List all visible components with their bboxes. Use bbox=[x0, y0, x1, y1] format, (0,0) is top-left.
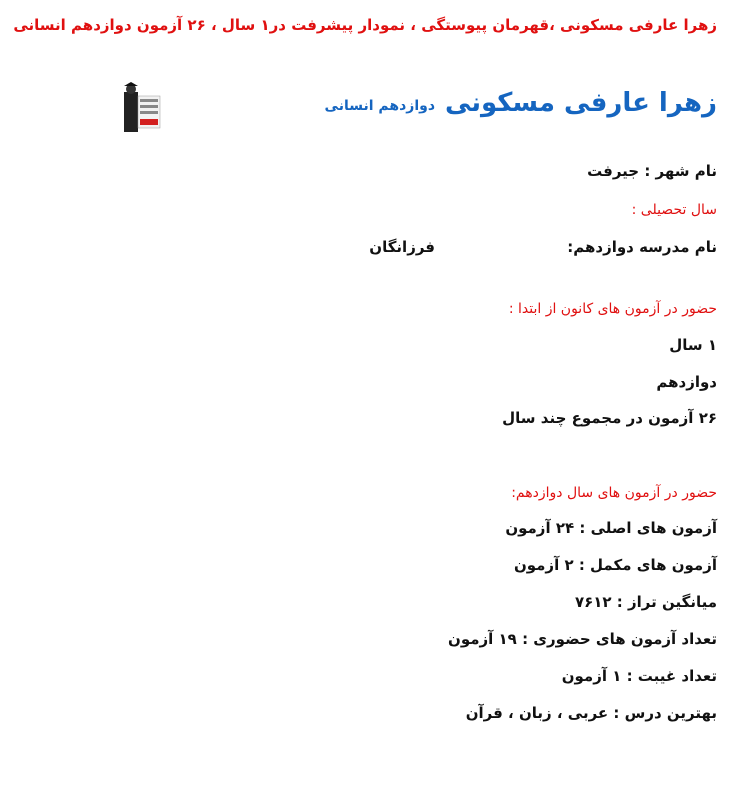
grade12-heading: حضور در آزمون های سال دوازدهم: bbox=[511, 485, 717, 501]
kanoon-logo-icon bbox=[122, 82, 162, 134]
grade-label: دوازدهم انسانی bbox=[324, 98, 435, 114]
average-score: میانگین تراز : ۷۶۱۲ bbox=[574, 593, 717, 611]
student-name: زهرا عارفی مسکونی bbox=[444, 88, 717, 118]
attendance-grade: دوازدهم bbox=[656, 373, 717, 391]
page-title: زهرا عارفی مسکونی ،قهرمان پیوستگی ، نمودار پیشرفت در۱ سال ، ۲۶ آزمون دوازدهم انسانی bbox=[13, 16, 717, 34]
supplementary-exams: آزمون های مکمل : ۲ آزمون bbox=[513, 556, 717, 574]
school-value: فرزانگان bbox=[369, 238, 435, 256]
city: نام شهر : جیرفت bbox=[587, 162, 717, 180]
main-exams: آزمون های اصلی : ۲۴ آزمون bbox=[505, 519, 717, 537]
school-label: نام مدرسه دوازدهم: bbox=[567, 238, 717, 256]
attendance-years: ۱ سال bbox=[669, 336, 717, 354]
absences: تعداد غیبت : ۱ آزمون bbox=[561, 667, 717, 685]
attendance-total-heading: حضور در آزمون های کانون از ابتدا : bbox=[508, 301, 717, 317]
attendance-exams-total: ۲۶ آزمون در مجموع چند سال bbox=[502, 409, 717, 427]
attended-exams: تعداد آزمون های حضوری : ۱۹ آزمون bbox=[448, 630, 717, 648]
best-subjects: بهترین درس : عربی ، زبان ، قرآن bbox=[465, 704, 717, 722]
academic-year: سال تحصیلی : bbox=[631, 202, 717, 218]
